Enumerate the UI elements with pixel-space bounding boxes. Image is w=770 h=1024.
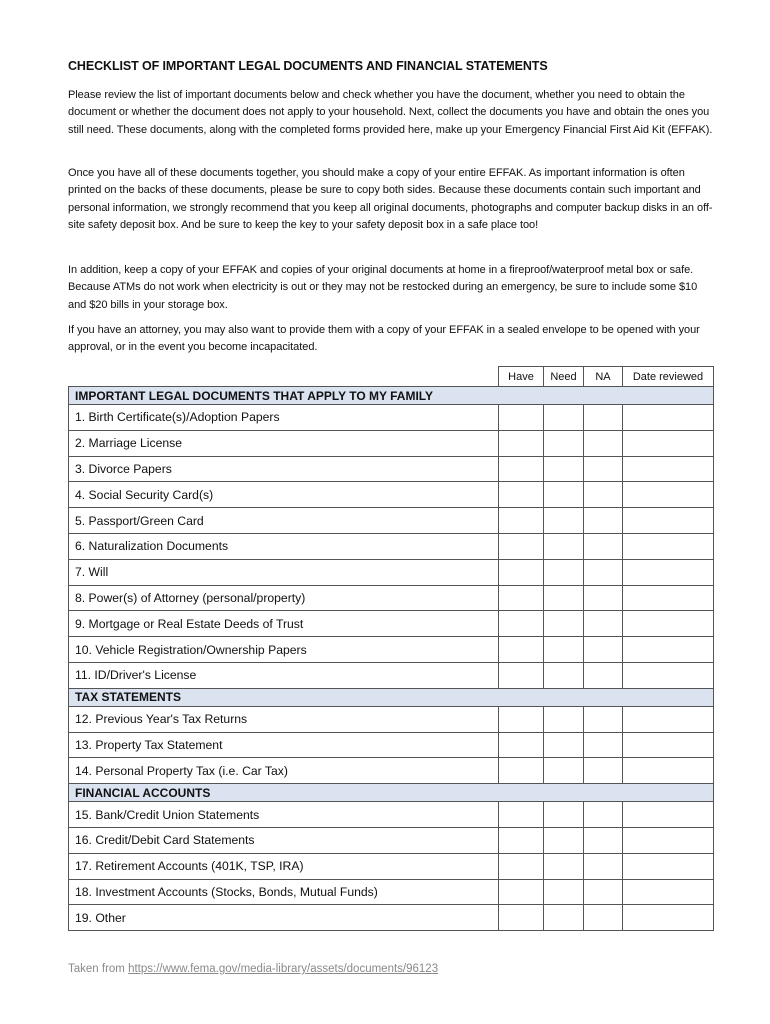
need-checkbox-cell[interactable] — [544, 611, 584, 637]
need-checkbox-cell[interactable] — [544, 706, 584, 732]
table-row — [69, 853, 714, 879]
document-label: 3. Divorce Papers — [69, 456, 499, 482]
na-checkbox-cell[interactable] — [584, 611, 623, 637]
table-row — [69, 559, 714, 585]
na-checkbox-cell[interactable] — [584, 405, 623, 431]
need-checkbox-cell[interactable] — [544, 430, 584, 456]
na-checkbox-cell[interactable] — [584, 853, 623, 879]
column-header-na: NA — [584, 367, 623, 387]
need-checkbox-cell[interactable] — [544, 853, 584, 879]
date-reviewed-checkbox-cell[interactable] — [623, 405, 714, 431]
date-reviewed-checkbox-cell[interactable] — [623, 456, 714, 482]
intro-paragraph: Please review the list of important documents below and check whether you have the document, whether you need to obtain the document or whether the document does not apply to your household. Next, collect the documents you have and obtain the ones you still need. These documents, along with the completed forms provided here, make up your Emergency Financial First Aid Kit (EFFAK). — [68, 89, 713, 136]
table-row — [69, 482, 714, 508]
date-reviewed-checkbox-cell[interactable] — [623, 905, 714, 931]
need-checkbox-cell[interactable] — [544, 827, 584, 853]
table-row — [69, 827, 714, 853]
document-label: 19. Other — [69, 905, 499, 931]
need-checkbox-cell[interactable] — [544, 559, 584, 585]
na-checkbox-cell[interactable] — [584, 559, 623, 585]
date-reviewed-checkbox-cell[interactable] — [623, 585, 714, 611]
date-reviewed-checkbox-cell[interactable] — [623, 706, 714, 732]
na-checkbox-cell[interactable] — [584, 706, 623, 732]
date-reviewed-checkbox-cell[interactable] — [623, 853, 714, 879]
source-link[interactable]: https://www.fema.gov/media-library/assets/documents/96123 — [128, 963, 439, 975]
table-row — [69, 430, 714, 456]
column-header-date-reviewed: Date reviewed — [623, 367, 714, 387]
table-row — [69, 802, 714, 828]
have-checkbox-cell[interactable] — [499, 456, 544, 482]
have-checkbox-cell[interactable] — [499, 853, 544, 879]
have-checkbox-cell[interactable] — [499, 879, 544, 905]
table-row — [69, 405, 714, 431]
need-checkbox-cell[interactable] — [544, 508, 584, 534]
date-reviewed-checkbox-cell[interactable] — [623, 732, 714, 758]
document-label: 10. Vehicle Registration/Ownership Papers — [69, 637, 499, 663]
need-checkbox-cell[interactable] — [544, 456, 584, 482]
document-label: 18. Investment Accounts (Stocks, Bonds, Mutual Funds) — [69, 879, 499, 905]
need-checkbox-cell[interactable] — [544, 405, 584, 431]
table-row — [69, 456, 714, 482]
table-row — [69, 637, 714, 663]
section-header-row — [69, 387, 714, 405]
date-reviewed-checkbox-cell[interactable] — [623, 637, 714, 663]
document-label: 13. Property Tax Statement — [69, 732, 499, 758]
document-label: 15. Bank/Credit Union Statements — [69, 802, 499, 828]
need-checkbox-cell[interactable] — [544, 732, 584, 758]
table-row — [69, 611, 714, 637]
document-label: 7. Will — [69, 559, 499, 585]
document-label: 4. Social Security Card(s) — [69, 482, 499, 508]
document-label: 8. Power(s) of Attorney (personal/property) — [69, 585, 499, 611]
need-checkbox-cell[interactable] — [544, 802, 584, 828]
have-checkbox-cell[interactable] — [499, 533, 544, 559]
na-checkbox-cell[interactable] — [584, 905, 623, 931]
document-label: 16. Credit/Debit Card Statements — [69, 827, 499, 853]
table-row — [69, 508, 714, 534]
date-reviewed-checkbox-cell[interactable] — [623, 827, 714, 853]
document-label: 2. Marriage License — [69, 430, 499, 456]
table-row — [69, 662, 714, 688]
na-checkbox-cell[interactable] — [584, 585, 623, 611]
have-checkbox-cell[interactable] — [499, 827, 544, 853]
have-checkbox-cell[interactable] — [499, 662, 544, 688]
na-checkbox-cell[interactable] — [584, 637, 623, 663]
have-checkbox-cell[interactable] — [499, 905, 544, 931]
document-label: 5. Passport/Green Card — [69, 508, 499, 534]
table-row — [69, 879, 714, 905]
section-header: FINANCIAL ACCOUNTS — [69, 784, 714, 802]
na-checkbox-cell[interactable] — [584, 508, 623, 534]
have-checkbox-cell[interactable] — [499, 758, 544, 784]
na-checkbox-cell[interactable] — [584, 879, 623, 905]
have-checkbox-cell[interactable] — [499, 706, 544, 732]
section-header: TAX STATEMENTS — [69, 688, 714, 706]
section-header: IMPORTANT LEGAL DOCUMENTS THAT APPLY TO MY FAMILY — [69, 387, 714, 405]
need-checkbox-cell[interactable] — [544, 533, 584, 559]
storage-paragraph: In addition, keep a copy of your EFFAK and copies of your original documents at home in a fireproof/waterproof metal box or safe. Because ATMs do not work when electricity is out or they may not be restocked during an emergency, be sure to include some $10 and $20 bills in your storage box. — [68, 264, 698, 311]
have-checkbox-cell[interactable] — [499, 637, 544, 663]
na-checkbox-cell[interactable] — [584, 827, 623, 853]
table-row — [69, 533, 714, 559]
column-header-need: Need — [544, 367, 584, 387]
document-label: 17. Retirement Accounts (401K, TSP, IRA) — [69, 853, 499, 879]
na-checkbox-cell[interactable] — [584, 482, 623, 508]
have-checkbox-cell[interactable] — [499, 430, 544, 456]
have-checkbox-cell[interactable] — [499, 802, 544, 828]
have-checkbox-cell[interactable] — [499, 611, 544, 637]
document-label: 12. Previous Year's Tax Returns — [69, 706, 499, 732]
date-reviewed-checkbox-cell[interactable] — [623, 533, 714, 559]
document-label: 14. Personal Property Tax (i.e. Car Tax) — [69, 758, 499, 784]
table-row — [69, 905, 714, 931]
na-checkbox-cell[interactable] — [584, 662, 623, 688]
section-header-row — [69, 784, 714, 802]
have-checkbox-cell[interactable] — [499, 482, 544, 508]
section-header-row — [69, 688, 714, 706]
na-checkbox-cell[interactable] — [584, 802, 623, 828]
table-row — [69, 706, 714, 732]
date-reviewed-checkbox-cell[interactable] — [623, 802, 714, 828]
column-header-have: Have — [499, 367, 544, 387]
na-checkbox-cell[interactable] — [584, 758, 623, 784]
table-row — [69, 732, 714, 758]
date-reviewed-checkbox-cell[interactable] — [623, 758, 714, 784]
need-checkbox-cell[interactable] — [544, 637, 584, 663]
document-label: 9. Mortgage or Real Estate Deeds of Trust — [69, 611, 499, 637]
date-reviewed-checkbox-cell[interactable] — [623, 611, 714, 637]
document-title: CHECKLIST OF IMPORTANT LEGAL DOCUMENTS AND FINANCIAL STATEMENTS — [68, 59, 548, 73]
need-checkbox-cell[interactable] — [544, 662, 584, 688]
na-checkbox-cell[interactable] — [584, 533, 623, 559]
document-label: 1. Birth Certificate(s)/Adoption Papers — [69, 405, 499, 431]
date-reviewed-checkbox-cell[interactable] — [623, 662, 714, 688]
date-reviewed-checkbox-cell[interactable] — [623, 508, 714, 534]
need-checkbox-cell[interactable] — [544, 585, 584, 611]
na-checkbox-cell[interactable] — [584, 430, 623, 456]
have-checkbox-cell[interactable] — [499, 405, 544, 431]
header-blank-cell — [69, 367, 499, 387]
document-label: 11. ID/Driver's License — [69, 662, 499, 688]
have-checkbox-cell[interactable] — [499, 559, 544, 585]
need-checkbox-cell[interactable] — [544, 758, 584, 784]
need-checkbox-cell[interactable] — [544, 879, 584, 905]
source-footer — [68, 963, 438, 975]
attorney-paragraph: If you have an attorney, you may also want to provide them with a copy of your EFFAK in a sealed envelope to be opened with your approval, or in the event you become incapacitated. — [68, 324, 700, 354]
have-checkbox-cell[interactable] — [499, 732, 544, 758]
documents-checklist-table — [68, 366, 714, 931]
date-reviewed-checkbox-cell[interactable] — [623, 879, 714, 905]
date-reviewed-checkbox-cell[interactable] — [623, 559, 714, 585]
na-checkbox-cell[interactable] — [584, 456, 623, 482]
have-checkbox-cell[interactable] — [499, 585, 544, 611]
have-checkbox-cell[interactable] — [499, 508, 544, 534]
date-reviewed-checkbox-cell[interactable] — [623, 430, 714, 456]
footer-prefix: Taken from — [68, 963, 129, 975]
column-header-row — [69, 367, 714, 387]
table-row — [69, 585, 714, 611]
date-reviewed-checkbox-cell[interactable] — [623, 482, 714, 508]
need-checkbox-cell[interactable] — [544, 905, 584, 931]
need-checkbox-cell[interactable] — [544, 482, 584, 508]
table-row — [69, 758, 714, 784]
na-checkbox-cell[interactable] — [584, 732, 623, 758]
document-label: 6. Naturalization Documents — [69, 533, 499, 559]
copy-instructions-paragraph: Once you have all of these documents together, you should make a copy of your entire EFFAK. As important information is often printed on the backs of these documents, please be sure to copy both sides. Because these documents contain such important and personal information, we strongly recommend that you keep all original documents, photographs and computer backup disks in an off-site safety deposit box. And be sure to keep the key to your safety deposit box in a safe place too! — [68, 167, 713, 231]
